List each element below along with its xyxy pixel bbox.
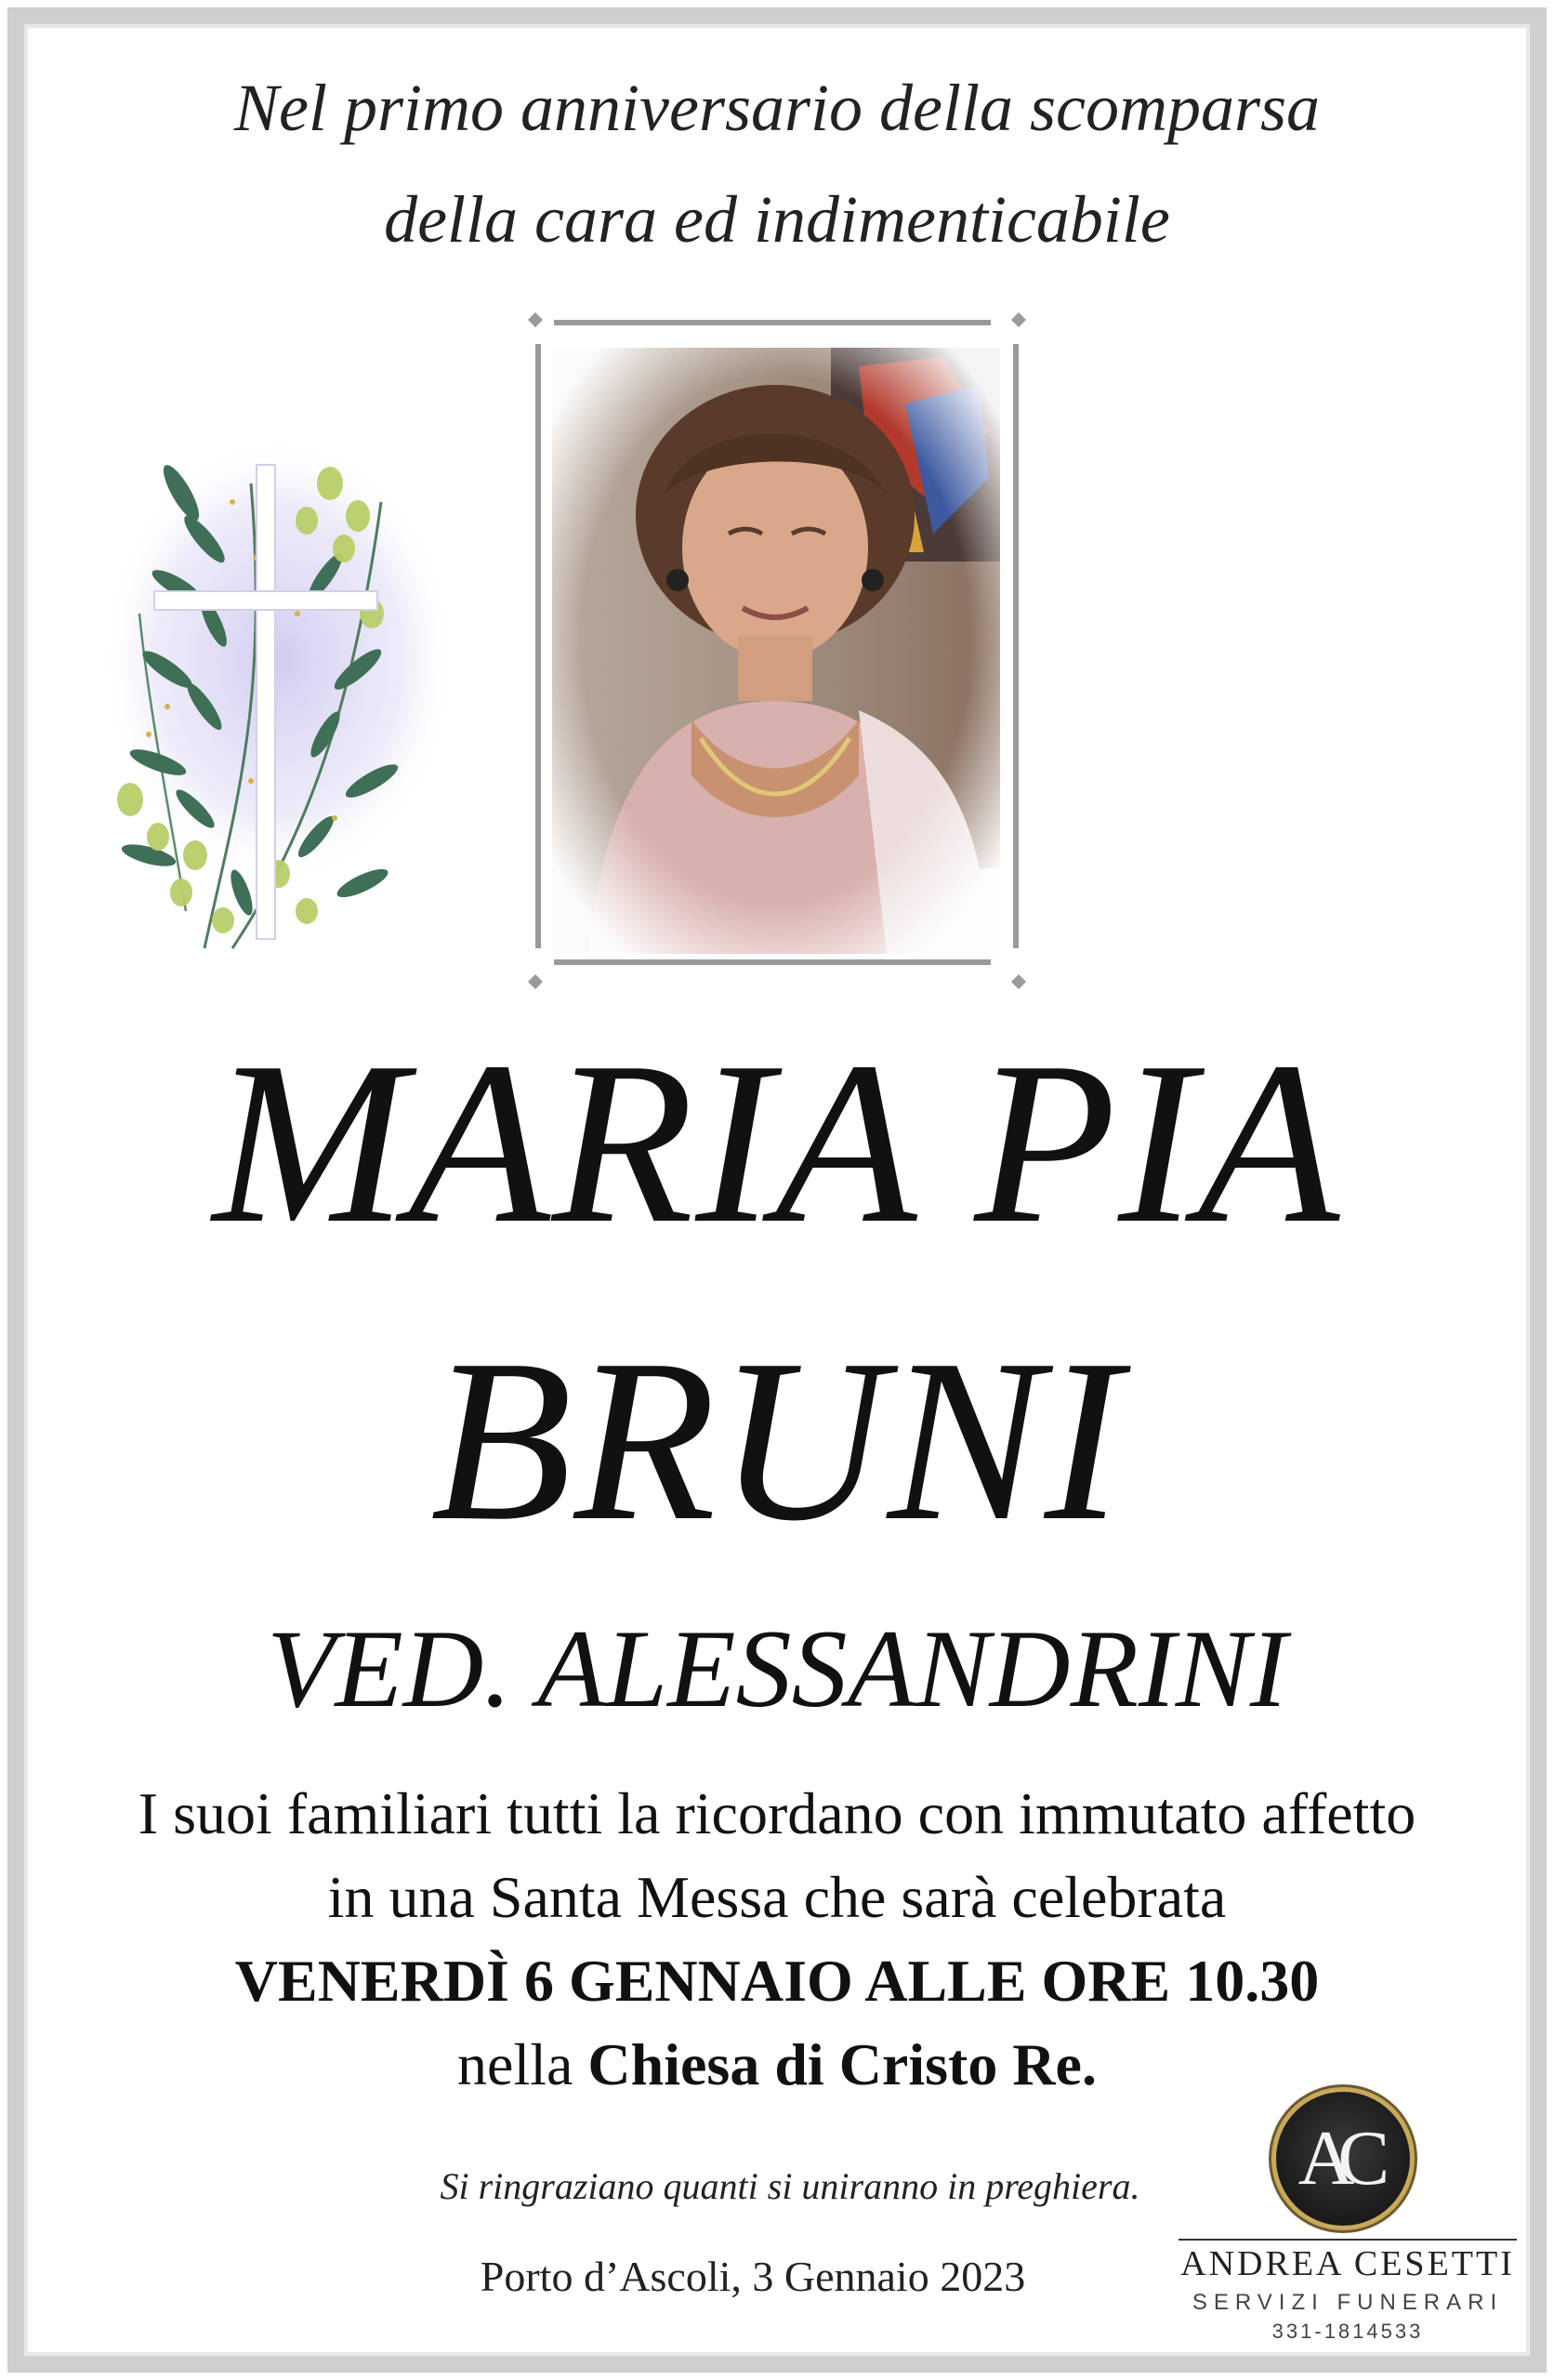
location-prefix: nella [457, 2031, 588, 2097]
logo-phone: 331-1814533 [1271, 2320, 1424, 2343]
message-line-2: in una Santa Messa che sarà celebrata [327, 1864, 1227, 1930]
deceased-surname: BRUNI [430, 1312, 1124, 1569]
cross-icon [93, 428, 483, 985]
message-line-1: I suoi familiari tutti la ricordano con immutato affetto [138, 1780, 1416, 1846]
logo-name: ANDREA CESETTI [1180, 2244, 1515, 2283]
place-date: Porto d’Ascoli, 3 Gennaio 2023 [480, 2253, 1026, 2300]
intro-line-1: Nel primo anniversario della scomparsa [234, 71, 1320, 145]
deceased-first-names: MARIA PIA [212, 1014, 1342, 1272]
message-line-4 [0, 2025, 1554, 2105]
portrait-photo [552, 348, 1000, 954]
widow-of: VED. ALESSANDRINI [267, 1606, 1287, 1730]
logo-subtitle: SERVIZI FUNERARI [1192, 2290, 1504, 2315]
mass-date-time: VENERDÌ 6 GENNAIO ALLE ORE 10.30 [234, 1948, 1320, 2014]
funeral-home-logo [1276, 2092, 1410, 2226]
thanks-note: Si ringraziano quanti si uniranno in preghiera. [440, 2165, 1140, 2207]
church-name: Chiesa di Cristo Re. [587, 2031, 1097, 2097]
logo-monogram: AC [1297, 2115, 1374, 2202]
photo-frame [517, 307, 1037, 995]
intro-line-2: della cara ed indimenticabile [384, 182, 1170, 257]
